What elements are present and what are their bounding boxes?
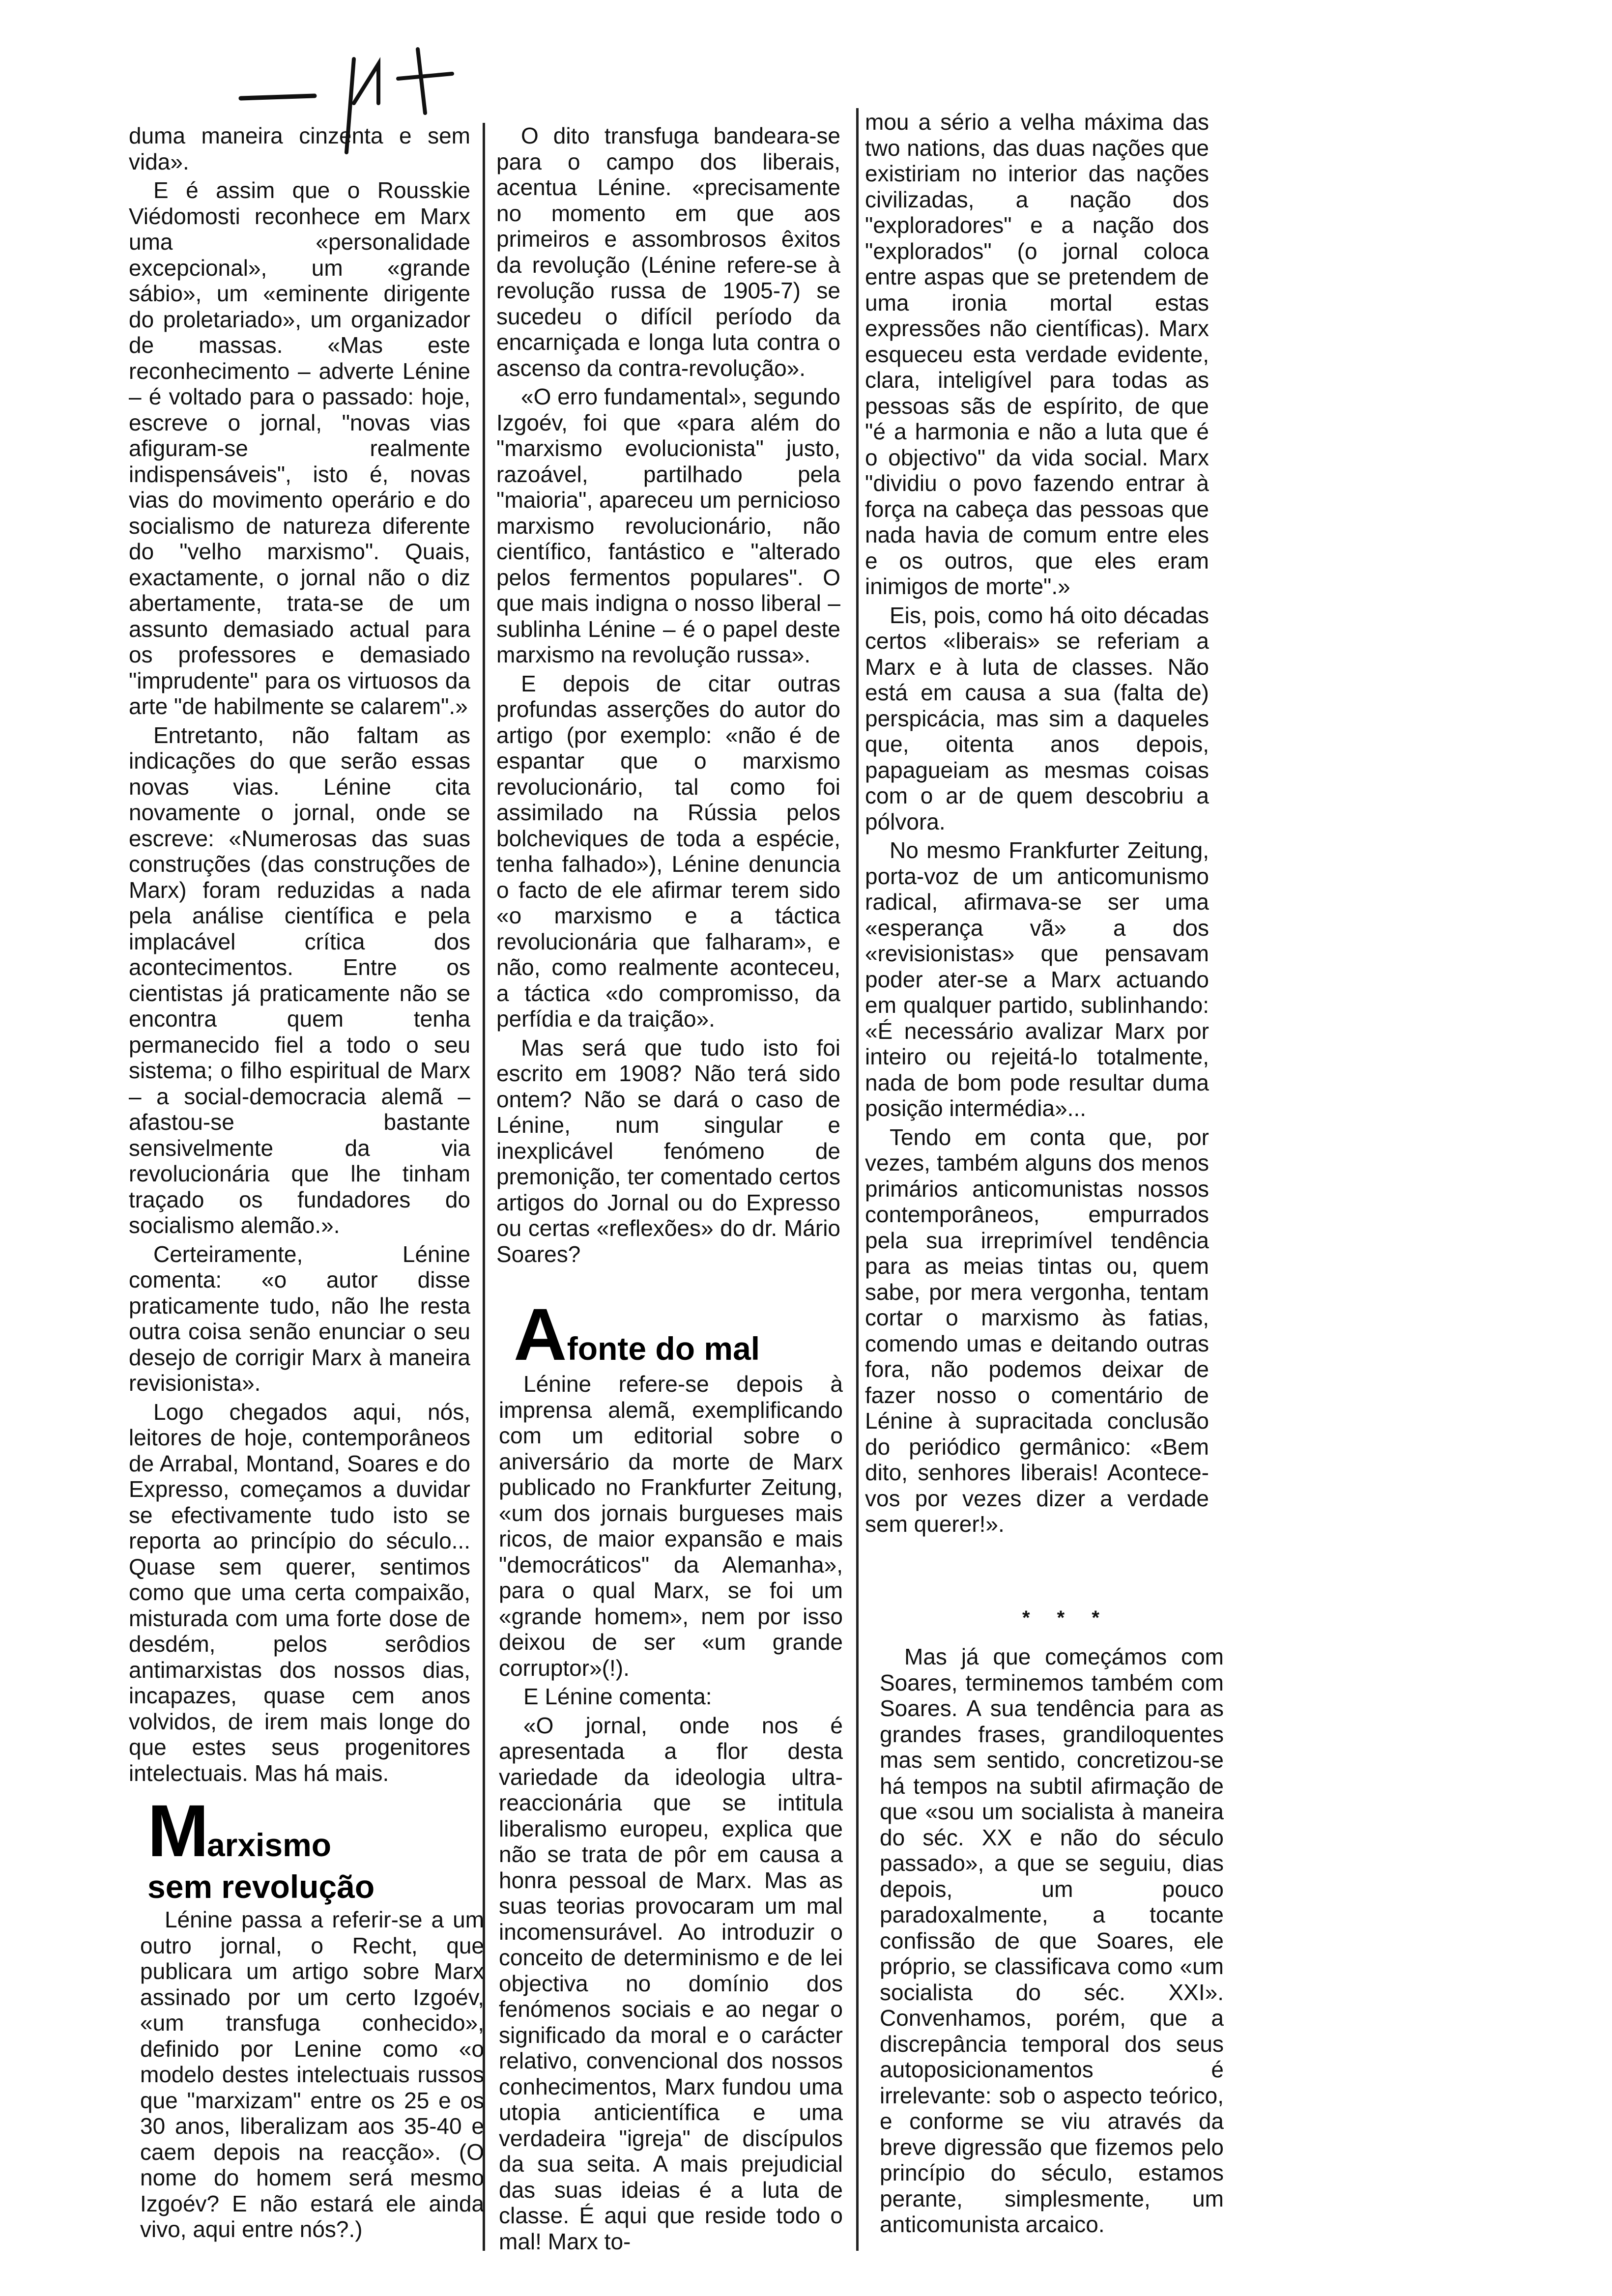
paragraph: No mesmo Frankfurter Zeitung, porta-voz de um anticomunismo radical, afirmava-se ser uma «esperança vã» a dos «revisionistas» que pensavam poder ater-se a Marx actuando em qualquer partido, sublinhando: «É necessário avalizar Marx por inteiro ou rejeitá-lo totalmente, nada de bom pode resultar duma posição intermédia»... bbox=[865, 837, 1209, 1121]
paragraph: E é assim que o Rousskie Viédomosti reconhece em Marx uma «personalidade excepcional», um «grande sábio», um «eminente dirigente do proletariado», um organizador de massas. «Mas este reconhecimento – adverte Lénine – é voltado para o passado: hoje, escreve o jornal, "novas vias afiguram-se realmente indispensáveis", isto é, novas vias do movimento operário e do socialismo de natureza diferente do "velho marxismo". Quais, exactamente, o jornal não o diz abertamente, trata-se de um assunto demasiado actual para os professores e demasiado "imprudente" para os virtuosos da arte "de habilmente se calarem".» bbox=[129, 177, 470, 719]
paragraph: O dito transfuga bandeara-se para o campo dos liberais, acentua Lénine. «precisamente no momento em que aos primeiros e assombrosos êxitos da revolução (Lénine refere-se à revolução russa de 1905-7) se sucedeu o difícil período da encarniçada e longa luta contra o ascenso da contra-revolução». bbox=[496, 123, 840, 381]
heading-text: arxismo bbox=[206, 1827, 332, 1863]
paragraph: «O erro fundamental», segundo Izgoév, foi que «para além do "marxismo evolucionista" justo, razoável, partilhado pela "maioria", apareceu um pernicioso marxismo revolucionário, não científico, fantástico e "alterado pelos fermentos populares". O que mais indigna o nosso liberal – sublinha Lénine – é o papel deste marxismo na revolução russa». bbox=[496, 384, 840, 667]
paragraph: Lénine passa a referir-se a um outro jornal, o Recht, que publicara um artigo sobre Marx assinado por um certo Izgoév, «um transfuga conhecido», definido por Lenine como «o modelo destes intelectuais russos que "marxizam" entre os 25 e os 30 anos, liberalizam aos 35-40 e caem depois na reacção». (O nome do homem será mesmo Izgoév? E não estará ele ainda vivo, aqui entre nós?.) bbox=[140, 1907, 484, 2242]
paragraph: E Lénine comenta: bbox=[523, 1684, 712, 1709]
column-1-section-1 bbox=[129, 123, 470, 1789]
heading-initial: M bbox=[147, 1789, 207, 1872]
column-2-section-1 bbox=[496, 123, 840, 1270]
paragraph: «O jornal, onde nos é apresentada a flor desta variedade da ideologia ultra-reaccionária que se intitula liberalismo europeu, explica que não se trata de pôr em causa a honra pessoal de Marx. Mas as suas teorias provocaram um mal incomensurável. Ao introduzir o conceito de determinismo e de lei objectiva no domínio dos fenómenos sociais e ao negar o significado da moral e o carácter relativo, convencional dos nossos conhecimentos, Marx fundou uma utopia anticientífica e uma verdadeira "igreja" de discípulos da sua seita. A mais prejudicial das suas ideias é a luta de classe. É aqui que reside todo o mal! Marx to- bbox=[499, 1712, 843, 2254]
column-1-section-2 bbox=[140, 1907, 484, 2245]
heading-text: fonte do mal bbox=[567, 1330, 760, 1367]
heading-marxismo-sem-revolucao bbox=[147, 1789, 375, 1905]
heading-initial: A bbox=[514, 1293, 565, 1376]
paragraph: Lénine refere-se depois à imprensa alemã, exemplificando com um editorial sobre o aniversário da morte de Marx publicado no Frankfurter Zeitung, «um dos jornais burgueses mais ricos, de maior expansão e mais "democráticos" da Alemanha», para o qual Marx, se foi um «grande homem», nem por isso deixou de ser «um grande corruptor»(!). bbox=[499, 1371, 843, 1681]
paragraph: mou a sério a velha máxima das two nations, das duas nações que existiriam no interior das nações civilizadas, a nação dos "exploradores" e a nação dos "explorados" (o jornal coloca entre aspas que se pretendem de uma ironia mortal estas expressões não científicas). Marx esqueceu esta verdade evidente, clara, inteligível para todas as pessoas sãs de espírito, de que "é a harmonia e não a luta que é o objectivo" da vida social. Marx "dividiu o povo fazendo entrar à força na cabeça das pessoas que nada havia de comum entre eles e os outros, que eles eram inimigos de morte".» bbox=[865, 109, 1209, 599]
paragraph: Logo chegados aqui, nós, leitores de hoje, contemporâneos de Arrabal, Montand, Soares e do Expresso, começamos a duvidar se efectivamente tudo isto se reporta ao princípio do século... Quase sem querer, sentimos como que uma certa compaixão, misturada com uma forte dose de desdém, pelos serôdios antimarxistas dos nossos dias, incapazes, quase cem anos volvidos, de irem mais longe do que estes seus progenitores intelectuais. Mas há mais. bbox=[129, 1399, 470, 1786]
paragraph: E depois de citar outras profundas asserções do autor do artigo (por exemplo: «não é de espantar que o marxismo revolucionário, tal como foi assimilado na Rússia pelos bolcheviques de toda a espécie, tenha falhado»), Lénine denuncia o facto de ele afirmar terem sido «o marxismo e a táctica revolucionária que falharam», e não, como realmente aconteceu, a táctica «do compromisso, da perfídia e da traição». bbox=[496, 670, 840, 1032]
section-separator: * * * bbox=[1022, 1607, 1110, 1629]
column-rule-2 bbox=[856, 108, 859, 2251]
column-3-section-2 bbox=[880, 1644, 1224, 2240]
paragraph: Eis, pois, como há oito décadas certos «liberais» se referiam a Marx e à luta de classes. Não está em causa a sua (falta de) perspicácia, mas sim a daqueles que, oitenta anos depois, papagueiam as mesmas coisas com o ar de quem descobriu a pólvora. bbox=[865, 602, 1209, 834]
heading-text: sem revolução bbox=[147, 1868, 375, 1905]
paragraph: duma maneira cinzenta e sem vida». bbox=[129, 123, 470, 174]
paragraph: Mas será que tudo isto foi escrito em 1908? Não terá sido ontem? Não se dará o caso de Lénine, num singular e inexplicável fenómeno de premonição, ter comentado certos artigos do Jornal ou do Expresso ou certas «reflexões» do dr. Mário Soares? bbox=[496, 1034, 840, 1267]
heading-a-fonte-do-mal bbox=[514, 1293, 760, 1376]
paragraph: Mas já que começámos com Soares, terminemos também com Soares. A sua tendência para as grandes frases, grandiloquentes mas sem sentido, concretizou-se há tempos na subtil afirmação de que «sou um socialista à maneira do séc. XX e não do século passado», a que se seguiu, dias depois, um pouco paradoxalmente, a tocante confissão de que Soares, ele próprio, se classificava como «um socialista do séc. XXI». Convenhamos, porém, que a discrepância temporal dos seus autoposicionamentos é irrelevante: sob o aspecto teórico, e conforme se viu através da breve digressão que fizemos pelo princípio do século, estamos perante, simplesmente, um anticomunista arcaico. bbox=[880, 1644, 1224, 2237]
paragraph: Tendo em conta que, por vezes, também alguns dos menos primários anticomunistas nossos contemporâneos, empurrados pela sua irreprimível tendência para as meias tintas ou, quem sabe, por mera vergonha, tentam cortar o marxismo às fatias, comendo umas e deitando outras fora, não podemos deixar de fazer nosso o comentário de Lénine à supracitada conclusão do periódico germânico: «Bem dito, senhores liberais! Acontece-vos por vezes dizer a verdade sem querer!». bbox=[865, 1124, 1209, 1537]
paragraph: Certeiramente, Lénine comenta: «o autor disse praticamente tudo, não lhe resta outra coisa senão enunciar o seu desejo de corrigir Marx à maneira revisionista». bbox=[129, 1241, 470, 1396]
paragraph: Entretanto, não faltam as indicações do que serão essas novas vias. Lénine cita novamente o jornal, onde se escreve: «Numerosas das suas construções (das construções de Marx) foram reduzidas a nada pela análise científica e pela implacável crítica dos acontecimentos. Entre os cientistas já praticamente não se encontra quem tenha permanecido fiel a todo o seu sistema; o filho espiritual de Marx – a social-democracia alemã – afastou-se bastante sensivelmente da via revolucionária que lhe tinham traçado os fundadores do socialismo alemão.». bbox=[129, 722, 470, 1238]
column-2-section-2 bbox=[499, 1371, 843, 2257]
column-3-section-1 bbox=[865, 109, 1209, 1540]
